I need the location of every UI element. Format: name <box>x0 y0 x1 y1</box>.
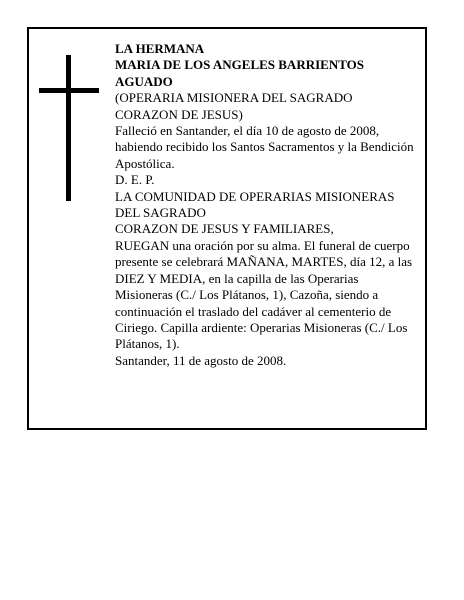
notice-heading: LA HERMANA <box>115 41 205 56</box>
funeral-request: RUEGAN una oración por su alma. El funeral de cuerpo presente se celebrará MAÑANA, MARTES, día 12, a las DIEZ Y MEDIA, en la capilla de las Operarias Misioneras (C./ Los Plátanos, 1), Cazoña, siendo a continuación el traslado del cadáver al cementerio de Ciriego. Capilla ardiente: Operarias Misioneras (C./ Los Plátanos, 1). <box>115 237 413 352</box>
place-and-date: Santander, 11 de agosto de 2008. <box>115 352 287 368</box>
community-line-1: LA COMUNIDAD DE OPERARIAS MISIONERAS DEL SAGRADO <box>115 188 395 221</box>
cross-icon <box>39 55 99 201</box>
notice-text <box>115 41 415 369</box>
religious-order: (OPERARIA MISIONERA DEL SAGRADO CORAZON DE JESUS) <box>115 90 353 122</box>
deceased-name: MARIA DE LOS ANGELES BARRIENTOS AGUADO <box>115 57 364 89</box>
community-line-2: CORAZON DE JESUS Y FAMILIARES, <box>115 221 334 237</box>
cross-horizontal-bar <box>39 88 99 93</box>
death-announcement: Falleció en Santander, el día 10 de agosto de 2008, habiendo recibido los Santos Sacramentos y la Bendición Apostólica. <box>115 123 414 171</box>
rest-in-peace: D. E. P. <box>115 172 155 188</box>
obituary-notice <box>27 27 427 430</box>
cross-vertical-bar <box>66 55 71 201</box>
